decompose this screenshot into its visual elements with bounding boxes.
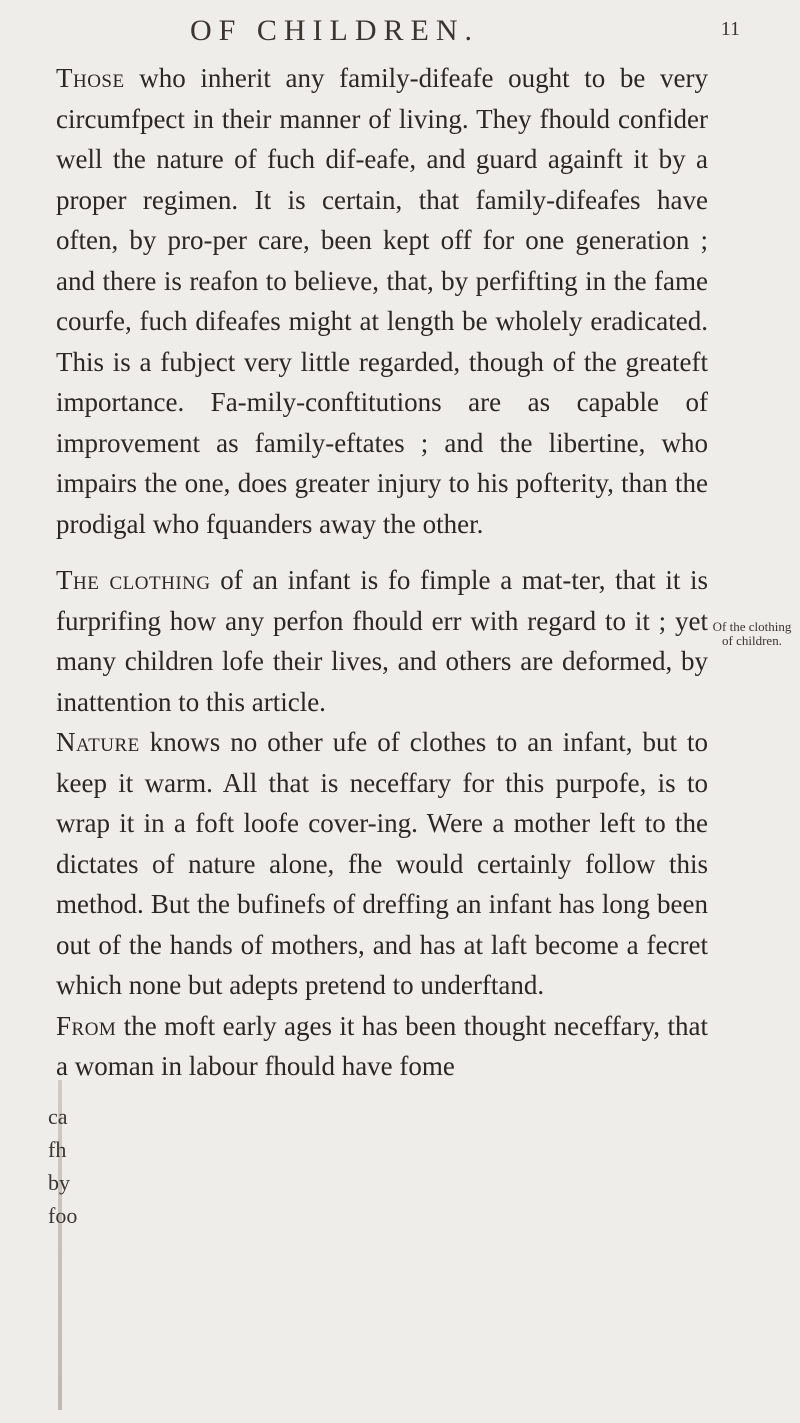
gutter-fragments <box>48 1100 78 1232</box>
paragraph <box>56 1006 708 1087</box>
gutter-fragment: ca <box>48 1104 68 1129</box>
paragraph-lead: The clothing <box>56 565 211 595</box>
page-header <box>190 14 750 54</box>
paragraph-text: who inherit any family-difeafe ought to be very circumfpect in their manner of living. They fhould confider well the nature of fuch dif-eafe, and guard againft it by a proper regimen. It is certain, that family-difeafes have often, by pro-per care, been kept off for one generation ; and there is reafon to believe, that, by perfifting in the fame courfe, fuch difeafes might at length be wholely eradicated. This is a fubject very little regarded, though of the greateft importance. Fa-mily-conftitutions are as capable of improvement as family-eftates ; and the libertine, who impairs the one, does greater injury to his pofterity, than the prodigal who fquanders away the other. <box>56 63 708 539</box>
paragraph <box>56 58 708 544</box>
body-text <box>56 58 708 1087</box>
paragraph <box>56 722 708 1006</box>
paragraph-text: knows no other ufe of clothes to an infant, but to keep it warm. All that is neceffary for this purpofe, is to wrap it in a foft loofe cover-ing. Were a mother left to the dictates of nature alone, fhe would certainly follow this method. But the bufinefs of dreffing an infant has long been out of the hands of mothers, and has at laft become a fecret which none but adepts pretend to underftand. <box>56 727 708 1000</box>
gutter-fragment: foo <box>48 1203 78 1228</box>
running-head: OF CHILDREN. <box>190 14 480 47</box>
paragraph-lead: Those <box>56 63 125 93</box>
paragraph-lead: Nature <box>56 727 140 757</box>
paragraph-lead: From <box>56 1010 117 1041</box>
gutter-fragment: by <box>48 1170 70 1195</box>
paragraph-text: of an infant is fo fimple a mat-ter, that it is furprifing how any perfon fhould err with regard to it ; yet many children lofe their lives, and others are deformed, by inattention to this article. <box>56 565 708 717</box>
paragraph <box>56 560 708 722</box>
margin-note: Of the clothing of children. <box>712 619 792 648</box>
paragraph-text: the moft early ages it has been thought neceffary, that a woman in labour fhould have fome <box>56 1010 708 1081</box>
gutter-fragment: fh <box>48 1137 67 1162</box>
page-number: 11 <box>720 18 740 40</box>
